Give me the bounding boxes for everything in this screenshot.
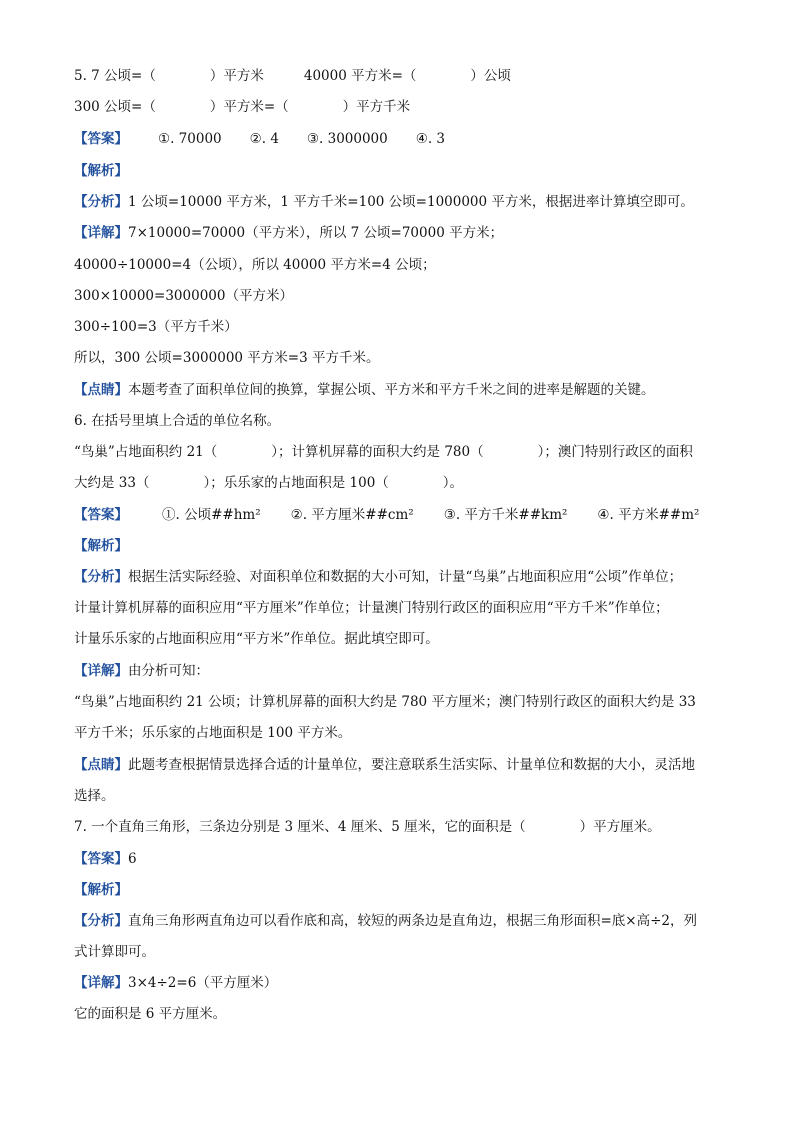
q6-answer-2: ②. 平方厘米##cm² — [290, 507, 414, 523]
q6-detail-0-text: 由分析可知： — [128, 663, 209, 679]
comment-tag: 【点睛】 — [74, 382, 128, 398]
q5-detail-3: 300×10000=3000000（平方米） — [74, 288, 293, 304]
q6-comment-2: 选择。 — [74, 788, 115, 804]
q6-comment-1 — [74, 756, 695, 774]
analysis-tag: 【分析】 — [74, 913, 128, 929]
q7-detail-1 — [74, 974, 277, 992]
q5-line1-a: 5. 7 公顷=（ ）平方米 — [74, 68, 264, 84]
q7-analysis-2: 式计算即可。 — [74, 944, 155, 960]
q6-answer-1: ①. 公顷##hm² — [162, 507, 261, 523]
q5-answer-3: ③. 3000000 — [306, 131, 388, 147]
q6-stem-2: 大约是 33（ ）；乐乐家的占地面积是 100（ ）。 — [74, 475, 464, 491]
q6-title: 6. 在括号里填上合适的单位名称。 — [74, 413, 281, 429]
q5-analysis — [74, 193, 694, 211]
detail-tag: 【详解】 — [74, 225, 128, 241]
q7-jiexi: 【解析】 — [74, 882, 128, 898]
q6-analysis-1 — [74, 568, 682, 586]
q7-analysis-1-text: 直角三角形两直角边可以看作底和高，较短的两条边是直角边，根据三角形面积=底×高÷2，列 — [128, 913, 698, 929]
q5-answer-4: ④. 3 — [415, 131, 446, 147]
q5-line1-b: 40000 平方米=（ ）公顷 — [303, 68, 511, 84]
q6-answer-4: ④. 平方米##m² — [597, 507, 700, 523]
q6-answer-row — [74, 506, 699, 524]
q5-detail-1 — [74, 224, 503, 242]
q5-detail-1-text: 7×10000=70000（平方米），所以 7 公顷=70000 平方米； — [128, 225, 504, 241]
q6-stem-1: “鸟巢”占地面积约 21（ ）；计算机屏幕的面积大约是 780（ ）；澳门特别行政区的面积 — [74, 444, 693, 460]
q5-line2: 300 公顷=（ ）平方米=（ ）平方千米 — [74, 99, 411, 115]
q7-title: 7. 一个直角三角形，三条边分别是 3 厘米、4 厘米、5 厘米，它的面积是（ ）平方厘米。 — [74, 819, 661, 835]
q7-answer: 6 — [128, 851, 137, 867]
q7-detail-2: 它的面积是 6 平方厘米。 — [74, 1006, 227, 1022]
q6-analysis-1-text: 根据生活实际经验、对面积单位和数据的大小可知，计量“鸟巢”占地面积应用“公顷”作单位； — [128, 569, 683, 585]
q5-comment — [74, 381, 655, 399]
q6-comment-1-text: 此题考查根据情景选择合适的计量单位，要注意联系生活实际、计量单位和数据的大小，灵活地 — [128, 757, 695, 773]
detail-tag: 【详解】 — [74, 975, 128, 991]
q7-detail-1-text: 3×4÷2=6（平方厘米） — [128, 975, 278, 991]
q5-comment-text: 本题考查了面积单位间的换算，掌握公顷、平方米和平方千米之间的进率是解题的关键。 — [128, 382, 655, 398]
answer-tag: 【答案】 — [74, 131, 128, 147]
answer-tag: 【答案】 — [74, 851, 128, 867]
q5-answer-row — [74, 130, 445, 148]
q5-line1 — [74, 67, 511, 85]
q5-detail-2: 40000÷10000=4（公顷），所以 40000 平方米=4 公顷； — [74, 257, 436, 273]
q6-jiexi: 【解析】 — [74, 538, 128, 554]
q7-analysis-1 — [74, 912, 697, 930]
q5-jiexi: 【解析】 — [74, 163, 128, 179]
q5-detail-5: 所以，300 公顷=3000000 平方米=3 平方千米。 — [74, 350, 380, 366]
q5-detail-4: 300÷100=3（平方千米） — [74, 319, 238, 335]
comment-tag: 【点睛】 — [74, 757, 128, 773]
q6-detail-2: 平方千米；乐乐家的占地面积是 100 平方米。 — [74, 725, 352, 741]
q7-answer-row — [74, 850, 137, 868]
analysis-tag: 【分析】 — [74, 194, 128, 210]
q6-analysis-3: 计量乐乐家的占地面积应用“平方米”作单位。据此填空即可。 — [74, 631, 439, 647]
answer-tag: 【答案】 — [74, 507, 128, 523]
detail-tag: 【详解】 — [74, 663, 128, 679]
q6-detail-1: “鸟巢”占地面积约 21 公顷；计算机屏幕的面积大约是 780 平方厘米；澳门特别行政区的面积大约是 33 — [74, 694, 696, 710]
q6-detail-0 — [74, 662, 209, 680]
analysis-tag: 【分析】 — [74, 569, 128, 585]
q6-analysis-2: 计量计算机屏幕的面积应用“平方厘米”作单位；计量澳门特别行政区的面积应用“平方千米”作单位； — [74, 600, 669, 616]
q5-analysis-text: 1 公顷=10000 平方米，1 平方千米=100 公顷=1000000 平方米，根据进率计算填空即可。 — [128, 194, 694, 210]
q6-answer-3: ③. 平方千米##km² — [443, 507, 568, 523]
q5-answer-1: ①. 70000 — [158, 131, 222, 147]
q5-answer-2: ②. 4 — [249, 131, 279, 147]
